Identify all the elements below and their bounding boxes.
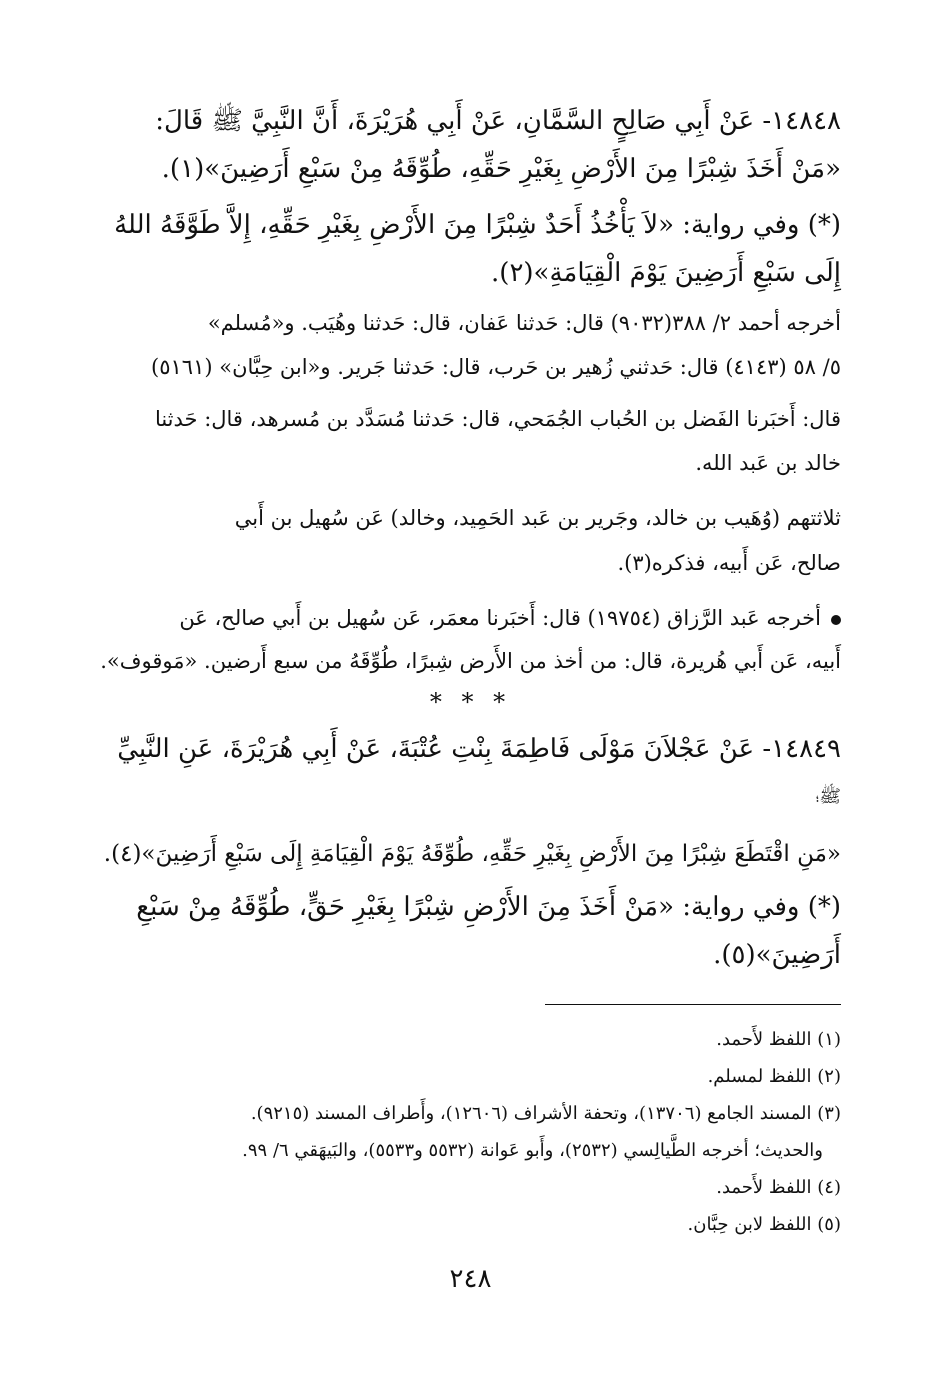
hadith-14848 [96,100,841,300]
footnote-1: (١) اللفظ لأَحمد. [716,1029,841,1050]
honorific-salawat: ﷺ؛ [815,786,841,807]
bullet-line-2: أَبيه، عَن أَبي هُريرة، قال: من أخذ من الأَرض شِبرًا، طُوِّقَهُ من سبع أَرضين. «مَوقوف». [100,649,841,673]
hadith-14848-line-4: إِلَى سَبْعِ أَرَضِينَ يَوْمَ الْقِيَامَةِ»(٢). [491,258,841,288]
hadith-14849 [96,728,841,968]
takhrij-line-4: خالد بن عَبد الله. [695,451,841,475]
page-number: ٢٤٨ [449,1264,492,1294]
bullet-icon [831,615,841,625]
takhrij-line-2: ٥/ ٥٨ (٤١٤٣) قال: حَدثني زُهير بن حَرب، قال: حَدثنا جَرير. و«ابن حِبَّان» (٥١٦١) [151,355,841,379]
takhrij-line-3: قال: أَخبَرنا الفَضل بن الحُباب الجُمَحي، قال: حَدثنا مُسَدَّد بن مُسرهد، قال: حَدثنا [154,407,841,431]
hadith-14849-line-3: (*) وفي رواية: «مَنْ أَخَذَ مِنَ الأَرْضِ شِبْرًا بِغَيْرِ حَقٍّ، طُوِّقَهُ مِنْ سَبْعِ [136,892,841,922]
hadith-14848-line-3: (*) وفي رواية: «لاَ يَأْخُذُ أَحَدٌ شِبْرًا مِنَ الأَرْضِ بِغَيْرِ حَقِّهِ، إِلاَّ طَوَّقَهُ اللهُ [114,210,841,240]
hadith-14848-line-2: «مَنْ أَخَذَ شِبْرًا مِنَ الأَرْضِ بِغَيْرِ حَقِّهِ، طُوِّقَهُ مِنْ سَبْعِ أَرَضِينَ»(١). [161,154,841,184]
hadith-14849-line-4: أَرَضِينَ»(٥). [713,940,841,970]
takhrij-line-5: ثلاثتهم (وُهَيب بن خالد، وجَرير بن عَبد الحَمِيد، وخالد) عَن سُهيل بن أَبي [234,506,841,530]
hadith-14849-line-1: ١٤٨٤٩- عَنْ عَجْلاَنَ مَوْلَى فَاطِمَةَ بِنْتِ عُتْبَةَ، عَنْ أَبِي هُرَيْرَةَ، عَنِ النَّبِيِّ [117,734,841,764]
footnote-2: (٢) اللفظ لمسلم. [707,1066,841,1087]
takhrij-line-1: أخرجه أحمد ٢/ ٣٨٨(٩٠٣٢) قال: حَدثنا عَفان، قال: حَدثنا وهُيَب. و«مُسلم» [207,311,841,335]
footnotes [96,1025,841,1245]
bullet-text-1: أخرجه عَبد الرَّزاق (١٩٧٥٤) قال: أَخبَرنا معمَر، عَن سُهيل بن أَبي صالح، عَن [179,606,821,630]
hadith-14848-line-1: ١٤٨٤٨- عَنْ أَبِي صَالِحٍ السَّمَّانِ، عَنْ أَبِي هُرَيْرَةَ، أَنَّ النَّبِيَّ ﷺ قَالَ: [155,106,841,136]
section-separator: * * * [429,688,512,716]
takhrij-14848 [96,305,841,685]
bullet-line-1 [179,600,841,636]
footnote-divider [545,1004,841,1005]
footnote-4: (٤) اللفظ لأَحمد. [716,1177,841,1198]
footnote-3-continued: والحديث؛ أخرجه الطَّيالِسي (٢٥٣٢)، وأَبو عَوانة (٥٥٣٢ و٥٥٣٣)، والبَيهَقي ٦/ ٩٩. [242,1140,823,1161]
footnote-5: (٥) اللفظ لابن حِبَّان. [687,1214,841,1235]
footnote-3: (٣) المسند الجامع (١٣٧٠٦)، وتحفة الأشراف (١٢٦٠٦)، وأَطراف المسند (٩٢١٥). [250,1103,841,1124]
takhrij-line-6: صالح، عَن أَبيه، فذكره(٣). [617,551,841,575]
hadith-14849-line-2: «مَنِ اقْتَطَعَ شِبْرًا مِنَ الأَرْضِ بِغَيْرِ حَقِّهِ، طُوِّقَهُ يَوْمَ الْقِيَامَةِ إِلَى سَبْعِ أَرَضِينَ»(٤). [103,841,841,867]
